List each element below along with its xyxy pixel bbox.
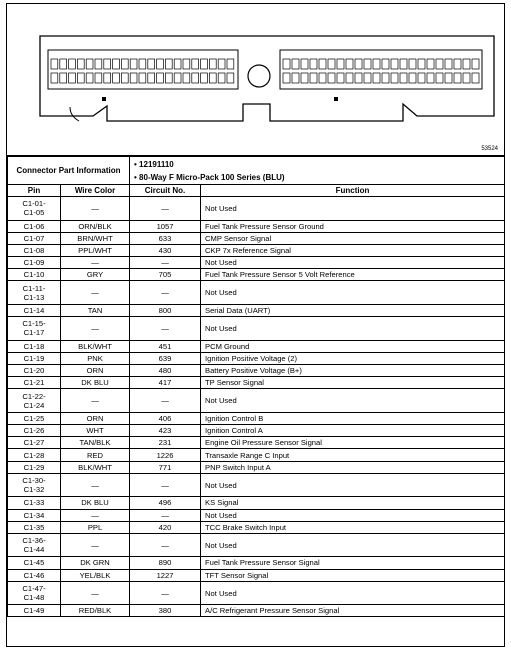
table-row (8, 269, 505, 281)
wire-color-cell: — (61, 389, 130, 413)
table-row (8, 473, 505, 497)
pin-cavity (60, 73, 67, 83)
col-header-circuit-no: Circuit No. (130, 185, 201, 197)
pin-cavity (148, 59, 155, 69)
wire-color-cell: — (61, 257, 130, 269)
pin-cell: C1-06 (8, 220, 61, 232)
table-row (8, 425, 505, 437)
wire-color-cell: — (61, 197, 130, 221)
pin-cell: C1-33 (8, 497, 61, 509)
function-cell: CKP 7x Reference Signal (201, 244, 505, 256)
table-row (8, 232, 505, 244)
pin-cell: C1-21 (8, 377, 61, 389)
pin-cavity (337, 59, 344, 69)
pin-cavity (400, 59, 407, 69)
pin-cavity (218, 73, 225, 83)
pin-cavity (51, 73, 58, 83)
pin-cavity (364, 73, 371, 83)
pin-cell: C1-15- C1-17 (8, 317, 61, 341)
function-cell: KS Signal (201, 497, 505, 509)
pin-cavity (463, 73, 470, 83)
circuit-no-cell: — (130, 197, 201, 221)
pin-cell: C1-18 (8, 340, 61, 352)
function-cell: Not Used (201, 473, 505, 497)
circuit-no-cell: 417 (130, 377, 201, 389)
connector-info-label: Connector Part Information (8, 157, 130, 185)
circuit-no-cell: 380 (130, 605, 201, 617)
wire-color-cell: — (61, 281, 130, 305)
pin-cavity (104, 59, 111, 69)
pin-cell: C1-25 (8, 412, 61, 424)
pin-cavity (319, 59, 326, 69)
pin-cell: C1-19 (8, 352, 61, 364)
pin-cavity (218, 59, 225, 69)
pin-cavity (60, 59, 67, 69)
pin-cavity (157, 59, 164, 69)
function-cell: Not Used (201, 389, 505, 413)
pin-cavity (454, 73, 461, 83)
function-cell: TFT Sensor Signal (201, 569, 505, 581)
pin-cell: C1-46 (8, 569, 61, 581)
pin-cavity (436, 59, 443, 69)
pin-cavity (328, 59, 335, 69)
function-cell: Not Used (201, 533, 505, 557)
function-cell: A/C Refrigerant Pressure Sensor Signal (201, 605, 505, 617)
function-cell: Not Used (201, 197, 505, 221)
circuit-no-cell: 1227 (130, 569, 201, 581)
pin-cavity (209, 73, 216, 83)
pin-cavity (183, 59, 190, 69)
pin-cavity (427, 73, 434, 83)
wire-color-cell: ORN/BLK (61, 220, 130, 232)
wire-color-cell: RED/BLK (61, 605, 130, 617)
pin-cavity (418, 59, 425, 69)
circuit-no-cell: 890 (130, 557, 201, 569)
wire-color-cell: — (61, 317, 130, 341)
circuit-no-cell: — (130, 389, 201, 413)
wire-color-cell: WHT (61, 425, 130, 437)
function-cell: Serial Data (UART) (201, 304, 505, 316)
pin-cell: C1-29 (8, 461, 61, 473)
pin-cavity (427, 59, 434, 69)
circuit-no-cell: 633 (130, 232, 201, 244)
col-header-function: Function (201, 185, 505, 197)
pin-cell: C1-20 (8, 365, 61, 377)
pin-cavity (400, 73, 407, 83)
connector-info-row (8, 157, 505, 185)
column-header-row (8, 185, 505, 197)
pin-cavity (183, 73, 190, 83)
pin-cell: C1-09 (8, 257, 61, 269)
pin-cell: C1-26 (8, 425, 61, 437)
wire-color-cell: GRY (61, 269, 130, 281)
circuit-no-cell: 496 (130, 497, 201, 509)
pin-cavity (139, 59, 146, 69)
table-row (8, 340, 505, 352)
table-row (8, 509, 505, 521)
pin-cavity (192, 59, 199, 69)
wire-color-cell: BLK/WHT (61, 461, 130, 473)
pin-cavity (86, 59, 93, 69)
pin-cavity (382, 73, 389, 83)
wire-color-cell: BLK/WHT (61, 340, 130, 352)
pin-cell: C1-49 (8, 605, 61, 617)
table-row (8, 497, 505, 509)
function-cell: Ignition Positive Voltage (2) (201, 352, 505, 364)
pin-cavity (51, 59, 58, 69)
col-header-pin: Pin (8, 185, 61, 197)
table-row (8, 281, 505, 305)
wire-color-cell: RED (61, 449, 130, 461)
pin-cavity (130, 73, 137, 83)
wire-color-cell: DK BLU (61, 497, 130, 509)
pin-cavity (121, 73, 128, 83)
table-row (8, 304, 505, 316)
pin-cavity (346, 59, 353, 69)
circuit-no-cell: — (130, 257, 201, 269)
pin-cavity (157, 73, 164, 83)
connector-part-lines (130, 157, 505, 185)
circuit-no-cell: 420 (130, 521, 201, 533)
pin-cavity (130, 59, 137, 69)
pin-cavity (310, 59, 317, 69)
pin-cavity (209, 59, 216, 69)
connector-cavities (51, 59, 479, 83)
wire-color-cell: PPL/WHT (61, 244, 130, 256)
circuit-no-cell: 800 (130, 304, 201, 316)
pin-cavity (445, 73, 452, 83)
pin-cavity (436, 73, 443, 83)
circuit-no-cell: — (130, 533, 201, 557)
circuit-no-cell: 231 (130, 437, 201, 449)
pin-cavity (86, 73, 93, 83)
wire-color-cell: — (61, 509, 130, 521)
table-row (8, 257, 505, 269)
pin-cavity (346, 73, 353, 83)
pin-cavity (328, 73, 335, 83)
table-row (8, 365, 505, 377)
pin-cell: C1-14 (8, 304, 61, 316)
function-cell: Fuel Tank Pressure Sensor Ground (201, 220, 505, 232)
wire-color-cell: DK BLU (61, 377, 130, 389)
table-row (8, 437, 505, 449)
table-row (8, 220, 505, 232)
pin-cavity (113, 59, 120, 69)
col-header-wire-color: Wire Color (61, 185, 130, 197)
pin-cavity (69, 73, 76, 83)
pin-cavity (310, 73, 317, 83)
pin-cavity (364, 59, 371, 69)
pin-cell: C1-47- C1-48 (8, 581, 61, 605)
circuit-no-cell: — (130, 317, 201, 341)
circuit-no-cell: 771 (130, 461, 201, 473)
function-cell: Fuel Tank Pressure Sensor Signal (201, 557, 505, 569)
pin-cell: C1-35 (8, 521, 61, 533)
function-cell: Transaxle Range C Input (201, 449, 505, 461)
pin-cell: C1-22- C1-24 (8, 389, 61, 413)
function-cell: TCC Brake Switch Input (201, 521, 505, 533)
circuit-no-cell: 423 (130, 425, 201, 437)
pin-cavity (355, 73, 362, 83)
pin-cavity (337, 73, 344, 83)
pin-cavity (292, 73, 299, 83)
pin-cavity (165, 73, 172, 83)
function-cell: Ignition Control A (201, 425, 505, 437)
pin-cell: C1-08 (8, 244, 61, 256)
pin-cavity (95, 59, 102, 69)
connector-diagram (7, 4, 504, 156)
pin-cell: C1-07 (8, 232, 61, 244)
circuit-no-cell: 451 (130, 340, 201, 352)
circuit-no-cell: 406 (130, 412, 201, 424)
pin-cell: C1-45 (8, 557, 61, 569)
pin-cavity (165, 59, 172, 69)
function-cell: Not Used (201, 509, 505, 521)
wire-color-cell: ORN (61, 412, 130, 424)
pin-cavity (227, 59, 234, 69)
pin-cavity (301, 59, 308, 69)
part-number: • 12191110 (134, 159, 174, 169)
pin-cavity (409, 73, 416, 83)
wire-color-cell: BRN/WHT (61, 232, 130, 244)
wire-color-cell: — (61, 581, 130, 605)
pin-cell: C1-28 (8, 449, 61, 461)
pinout-rows (8, 197, 505, 617)
pin-cell: C1-36- C1-44 (8, 533, 61, 557)
circuit-no-cell: 705 (130, 269, 201, 281)
function-cell: Not Used (201, 257, 505, 269)
pin-cavity (77, 59, 84, 69)
pin-cavity (201, 59, 208, 69)
pinout-table (7, 156, 505, 617)
wire-color-cell: PPL (61, 521, 130, 533)
pin-cavity (69, 59, 76, 69)
pin-cavity (113, 73, 120, 83)
table-row (8, 605, 505, 617)
connector-type: • 80-Way F Micro-Pack 100 Series (BLU) (134, 172, 285, 182)
wire-color-cell: YEL/BLK (61, 569, 130, 581)
pin-cell: C1-10 (8, 269, 61, 281)
function-cell: Engine Oil Pressure Sensor Signal (201, 437, 505, 449)
pin-cavity (472, 73, 479, 83)
function-cell: CMP Sensor Signal (201, 232, 505, 244)
wire-color-cell: ORN (61, 365, 130, 377)
pin-cavity (174, 73, 181, 83)
pin-cavity (409, 59, 416, 69)
page-frame (6, 3, 505, 647)
pin-cavity (391, 59, 398, 69)
pin-cavity (373, 73, 380, 83)
table-row (8, 569, 505, 581)
circuit-no-cell: — (130, 473, 201, 497)
function-cell: Ignition Control B (201, 412, 505, 424)
function-cell: Not Used (201, 281, 505, 305)
circuit-no-cell: 480 (130, 365, 201, 377)
table-row (8, 533, 505, 557)
table-row (8, 377, 505, 389)
pin-cavity (104, 73, 111, 83)
circuit-no-cell: 639 (130, 352, 201, 364)
pin-cavity (283, 59, 290, 69)
pin-cavity (418, 73, 425, 83)
function-cell: Fuel Tank Pressure Sensor 5 Volt Reference (201, 269, 505, 281)
wire-color-cell: PNK (61, 352, 130, 364)
table-row (8, 557, 505, 569)
circuit-no-cell: — (130, 509, 201, 521)
circuit-no-cell: 430 (130, 244, 201, 256)
wire-color-cell: — (61, 533, 130, 557)
circuit-no-cell: — (130, 581, 201, 605)
table-row (8, 244, 505, 256)
pin-cavity (292, 59, 299, 69)
pin-cavity (174, 59, 181, 69)
table-row (8, 389, 505, 413)
pin-cavity (319, 73, 326, 83)
table-row (8, 449, 505, 461)
circuit-no-cell: 1226 (130, 449, 201, 461)
pin-cell: C1-27 (8, 437, 61, 449)
pin-cavity (382, 59, 389, 69)
pin-cavity (283, 73, 290, 83)
function-cell: Not Used (201, 581, 505, 605)
circuit-no-cell: — (130, 281, 201, 305)
pin-cavity (301, 73, 308, 83)
pin-cavity (472, 59, 479, 69)
pin-cavity (227, 73, 234, 83)
table-row (8, 412, 505, 424)
function-cell: PNP Switch Input A (201, 461, 505, 473)
wire-color-cell: — (61, 473, 130, 497)
function-cell: Not Used (201, 317, 505, 341)
connector-face-drawing (7, 4, 504, 155)
pin-cavity (454, 59, 461, 69)
table-row (8, 352, 505, 364)
pin-cell: C1-01- C1-05 (8, 197, 61, 221)
pin-cavity (148, 73, 155, 83)
pin-cavity (201, 73, 208, 83)
pin-cell: C1-11- C1-13 (8, 281, 61, 305)
table-row (8, 521, 505, 533)
function-cell: Battery Positive Voltage (B+) (201, 365, 505, 377)
pin-cavity (355, 59, 362, 69)
pin-cavity (95, 73, 102, 83)
function-cell: TP Sensor Signal (201, 377, 505, 389)
wire-color-cell: TAN (61, 304, 130, 316)
pin-cavity (463, 59, 470, 69)
pin-cell: C1-30- C1-32 (8, 473, 61, 497)
function-cell: PCM Ground (201, 340, 505, 352)
figure-number: 53524 (481, 146, 498, 152)
wire-color-cell: DK GRN (61, 557, 130, 569)
pin-cavity (121, 59, 128, 69)
pin-cavity (192, 73, 199, 83)
wire-color-cell: TAN/BLK (61, 437, 130, 449)
table-row (8, 461, 505, 473)
pin-cavity (391, 73, 398, 83)
pin-cavity (139, 73, 146, 83)
table-row (8, 317, 505, 341)
pin-cell: C1-34 (8, 509, 61, 521)
table-row (8, 197, 505, 221)
pin-cavity (373, 59, 380, 69)
pin-cavity (445, 59, 452, 69)
pin-cavity (77, 73, 84, 83)
circuit-no-cell: 1057 (130, 220, 201, 232)
table-row (8, 581, 505, 605)
